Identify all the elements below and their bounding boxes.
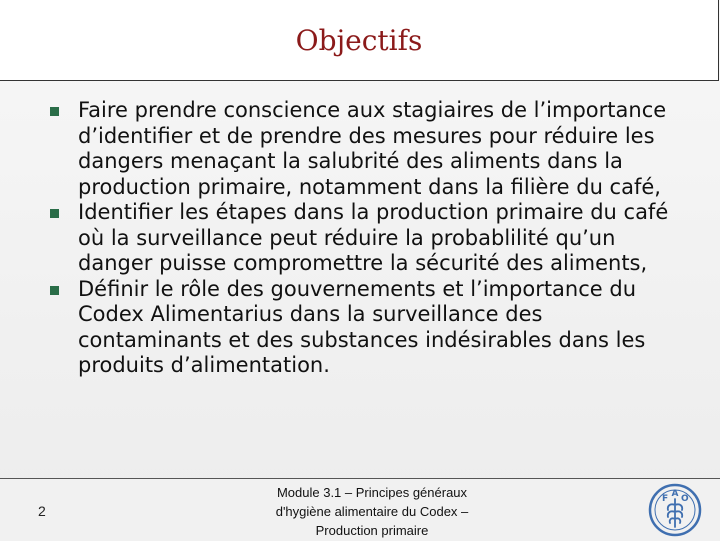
logo-letter: F — [662, 494, 669, 504]
square-bullet-icon — [50, 209, 59, 218]
module-caption — [248, 483, 496, 540]
slide-title: Objectifs — [295, 24, 423, 57]
square-bullet-icon — [50, 286, 59, 295]
bullet-text: Faire prendre conscience aux stagiaires de l’importance d’identifier et de prendre des mesures pour réduire les dangers menaçant la salubrité des aliments dans la production primaire, notamment dans la filière du café, — [78, 98, 667, 199]
bullet-text: Identifier les étapes dans la production primaire du café où la surveillance peut réduire la probablilité qu’un danger puisse compromettre la sécurité des aliments, — [78, 200, 669, 275]
title-bar — [0, 0, 719, 81]
bullet-item — [50, 98, 690, 200]
square-bullet-icon — [50, 107, 59, 116]
page-number: 2 — [38, 503, 46, 519]
module-caption-line: d'hygiène alimentaire du Codex – — [275, 504, 469, 519]
bullet-item — [50, 277, 690, 379]
slide-footer — [0, 478, 720, 541]
bullet-text: Définir le rôle des gouvernements et l’importance du Codex Alimentarius dans la surveillance des contaminants et des substances indésirables dans les produits d’alimentation. — [78, 276, 646, 377]
module-caption-line: Module 3.1 – Principes généraux — [276, 485, 468, 500]
module-caption-line: Production primaire — [315, 523, 429, 538]
logo-letter: A — [671, 489, 679, 499]
bullet-list — [50, 98, 690, 379]
bullet-item — [50, 200, 690, 277]
logo-letter: O — [681, 494, 689, 504]
fao-logo-icon — [648, 483, 702, 537]
